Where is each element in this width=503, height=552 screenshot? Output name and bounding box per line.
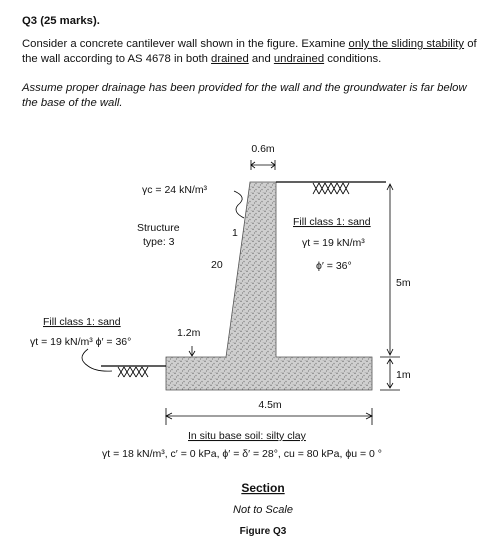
figure-caption: Figure Q3	[239, 526, 287, 537]
base-soil-props: γt = 18 kN/m³, c′ = 0 kPa, ϕ′ = δ′ = 28°, cu = 80 kPa, ϕu = 0 °	[102, 448, 382, 460]
concrete-wall	[166, 182, 372, 390]
structure-label: Structure	[137, 222, 180, 234]
depth-1-2m-label: 1.2m	[177, 327, 201, 339]
intro-underline-drained: drained	[211, 53, 249, 65]
height-5m-label: 5m	[396, 277, 411, 289]
assumption-text: Assume proper drainage has been provided for the wall and the groundwater is far below the base of the wall.	[22, 82, 467, 109]
not-to-scale-label: Not to Scale	[233, 504, 293, 516]
question-heading: Q3 (25 marks).	[22, 15, 100, 27]
intro-underline-undrained: undrained	[273, 53, 325, 65]
left-fill-title: Fill class 1: sand	[43, 316, 121, 328]
intro-text-3: and	[248, 53, 274, 65]
right-fill-title: Fill class 1: sand	[293, 216, 371, 228]
base-soil-title: In situ base soil: silty clay	[188, 430, 306, 442]
slope-1-label: 1	[232, 227, 238, 239]
gamma-c-label: γc = 24 kN/m³	[142, 184, 208, 196]
left-soil-hatch	[118, 367, 148, 377]
slope-20-label: 20	[211, 259, 223, 271]
structure-type-label: type: 3	[143, 236, 175, 248]
top-width-label: 0.6m	[251, 143, 275, 155]
right-fill-gamma: γt = 19 kN/m³	[302, 237, 365, 249]
base-width-label: 4.5m	[258, 399, 282, 411]
right-fill-phi: ϕ′ = 36°	[316, 260, 352, 272]
intro-underline-sliding: only the sliding stability	[348, 38, 465, 50]
intro-text-2: of the wall according to AS 4678 in both	[22, 38, 477, 65]
intro-text-1: Consider a concrete cantilever wall shown in the figure. Examine	[22, 38, 349, 50]
height-dimension	[380, 184, 400, 357]
base-1m-label: 1m	[396, 369, 411, 381]
depth-dimension	[189, 346, 195, 356]
right-soil-hatch	[313, 183, 349, 194]
top-width-dimension	[251, 160, 275, 170]
section-label: Section	[241, 481, 285, 495]
left-fill-leader	[82, 349, 112, 371]
intro-text-4: conditions.	[324, 53, 382, 65]
left-fill-props: γt = 19 kN/m³ ϕ′ = 36°	[30, 336, 132, 348]
gamma-c-leader	[234, 191, 244, 218]
